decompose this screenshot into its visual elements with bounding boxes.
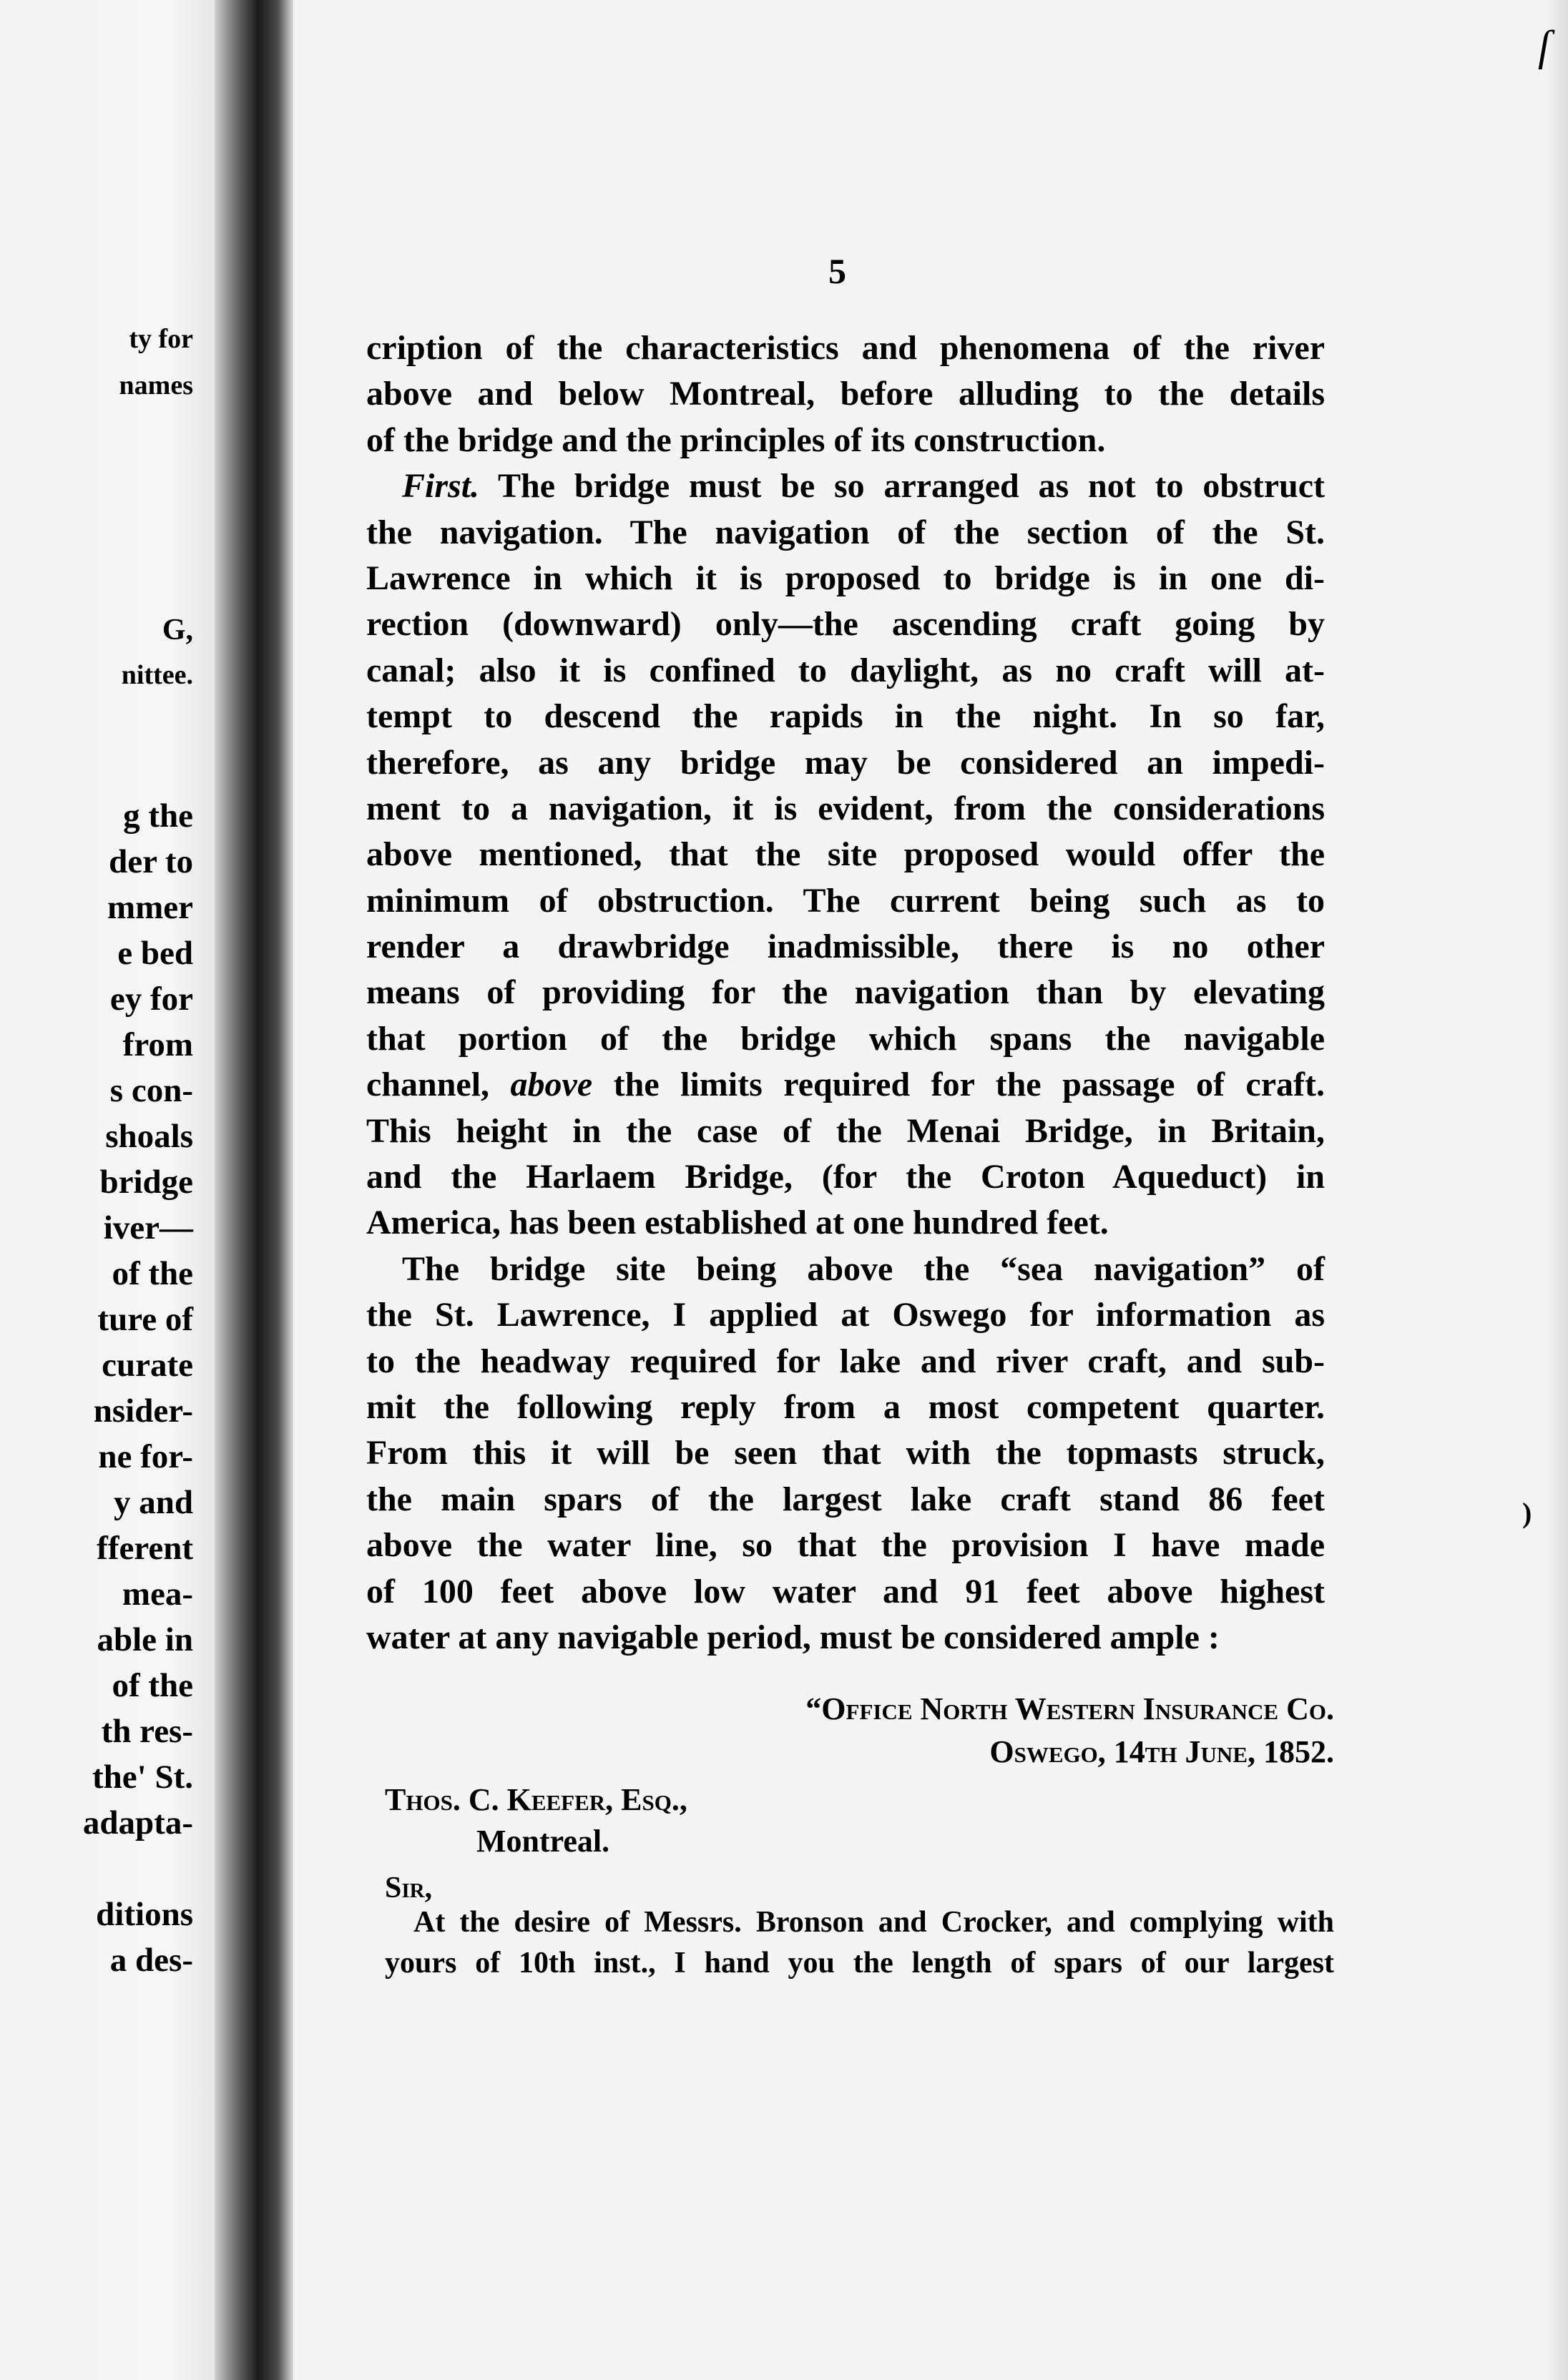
- letter-salutation: Sir,: [385, 1872, 433, 1904]
- italic-above: above: [510, 1066, 593, 1104]
- book-gutter: [215, 0, 293, 2380]
- left-page-fragment: able in: [97, 1621, 193, 1658]
- body-line: mit the following reply from a most competent quarter.: [366, 1387, 1325, 1426]
- left-page-fragment: of the: [112, 1255, 193, 1292]
- left-page-fragment: nittee.: [121, 660, 193, 690]
- left-page-fragment: th res-: [101, 1713, 193, 1750]
- letter-body-line: At the desire of Messrs. Bronson and Crocker, and complying with: [413, 1906, 1334, 1939]
- left-page-fragment: der to: [109, 843, 193, 880]
- left-page-fragment: the' St.: [92, 1759, 193, 1796]
- letter-date-text: Oswego, 14th June, 1852.: [989, 1734, 1334, 1769]
- left-page-fragment: G,: [162, 614, 193, 646]
- left-page-fragment: adapta-: [82, 1804, 193, 1841]
- body-line: the navigation. The navigation of the section of the St.: [366, 513, 1325, 551]
- left-page-fragment: of the: [112, 1667, 193, 1704]
- letter-heading: [687, 1688, 1334, 1774]
- left-page-fragment: y and: [113, 1484, 193, 1521]
- left-page-fragment: ne for-: [98, 1438, 193, 1475]
- body-line: therefore, as any bridge may be considered an impedi-: [366, 743, 1325, 782]
- body-line: canal; also it is confined to daylight, as no craft will at-: [366, 651, 1325, 689]
- body-line: means of providing for the navigation than by elevating: [366, 973, 1325, 1012]
- left-page-fragment: iver—: [103, 1209, 193, 1246]
- page-number: 5: [828, 251, 846, 291]
- body-line: Lawrence in which it is proposed to bridge is in one di-: [366, 559, 1325, 597]
- letter-heading-date: [687, 1731, 1334, 1774]
- letter-addressee: [385, 1779, 687, 1862]
- body-line: ment to a navigation, it is evident, from the considerations: [366, 789, 1325, 827]
- left-page-fragment: ditions: [96, 1896, 193, 1933]
- body-line: the St. Lawrence, I applied at Oswego for information as: [366, 1296, 1325, 1334]
- left-page-fragment: g the: [123, 797, 193, 835]
- left-page-fragment: a des-: [109, 1942, 193, 1979]
- body-line: From this it will be seen that with the topmasts struck,: [366, 1434, 1325, 1472]
- page-edge-shadow: [1547, 0, 1568, 2380]
- left-page-fragment: from: [122, 1026, 193, 1063]
- left-page-fragment: curate: [102, 1347, 193, 1384]
- left-facing-page: [0, 0, 215, 2380]
- body-line: channel, above the limits required for the passage of craft.: [366, 1066, 1326, 1104]
- body-line: to the headway required for lake and river craft, and sub-: [366, 1342, 1325, 1380]
- left-page-fragment: e bed: [117, 935, 193, 972]
- body-line: above mentioned, that the site proposed would offer the: [366, 835, 1325, 874]
- body-line: that portion of the bridge which spans the navigable: [366, 1019, 1325, 1058]
- body-text: [366, 325, 1325, 1661]
- left-page-fragment: shoals: [105, 1118, 193, 1155]
- body-line: cription of the characteristics and phenomena of the river: [366, 329, 1325, 367]
- letter-heading-office: “Office North Western Insurance Co.: [805, 1691, 1334, 1726]
- addressee-city: Montreal.: [476, 1824, 610, 1859]
- body-line: the main spars of the largest lake craft stand 86 feet: [366, 1480, 1325, 1518]
- body-line: rection (downward) only—the ascending craft going by: [366, 605, 1325, 644]
- left-page-fragment: ty for: [129, 324, 193, 354]
- left-page-fragment: s con-: [109, 1072, 193, 1109]
- body-line: minimum of obstruction. The current being such as to: [366, 881, 1325, 920]
- left-page-fragment: nsider-: [93, 1392, 193, 1430]
- letter-body: [385, 1902, 1334, 1984]
- letter-body-line: yours of 10th inst., I hand you the length of spars of our largest: [385, 1947, 1334, 1980]
- left-page-fragment: bridge: [99, 1164, 193, 1201]
- body-line: First. The bridge must be so arranged as not to obstruct: [402, 467, 1325, 506]
- left-page-fragment: mmer: [107, 889, 193, 926]
- left-page-fragment: names: [119, 370, 193, 400]
- body-line: of 100 feet above low water and 91 feet above highest: [366, 1572, 1325, 1611]
- body-line: and the Harlaem Bridge, (for the Croton Aqueduct) in: [366, 1158, 1325, 1196]
- body-line: above and below Montreal, before alluding to the details: [366, 375, 1325, 413]
- body-line: America, has been established at one hundred feet.: [366, 1204, 1109, 1242]
- italic-first: First.: [402, 467, 480, 506]
- left-page-fragment: fferent: [97, 1530, 193, 1567]
- scan-mark-right: ): [1522, 1497, 1532, 1529]
- addressee-name: Thos. C. Keefer, Esq.,: [385, 1782, 687, 1817]
- body-line: of the bridge and the principles of its construction.: [366, 421, 1106, 459]
- body-line: The bridge site being above the “sea navigation” of: [402, 1249, 1325, 1288]
- body-line: water at any navigable period, must be considered ample :: [366, 1618, 1220, 1656]
- body-line: This height in the case of the Menai Bridge, in Britain,: [366, 1111, 1325, 1150]
- body-line: tempt to descend the rapids in the night. In so far,: [366, 697, 1325, 736]
- left-page-fragment: ture of: [97, 1301, 193, 1338]
- body-line: render a drawbridge inadmissible, there is no other: [366, 928, 1325, 966]
- scan-mark-top: ſ: [1538, 22, 1550, 69]
- left-page-fragment: mea-: [122, 1575, 193, 1613]
- left-page-fragment: ey for: [109, 980, 193, 1018]
- body-line: above the water line, so that the provision I have made: [366, 1526, 1325, 1565]
